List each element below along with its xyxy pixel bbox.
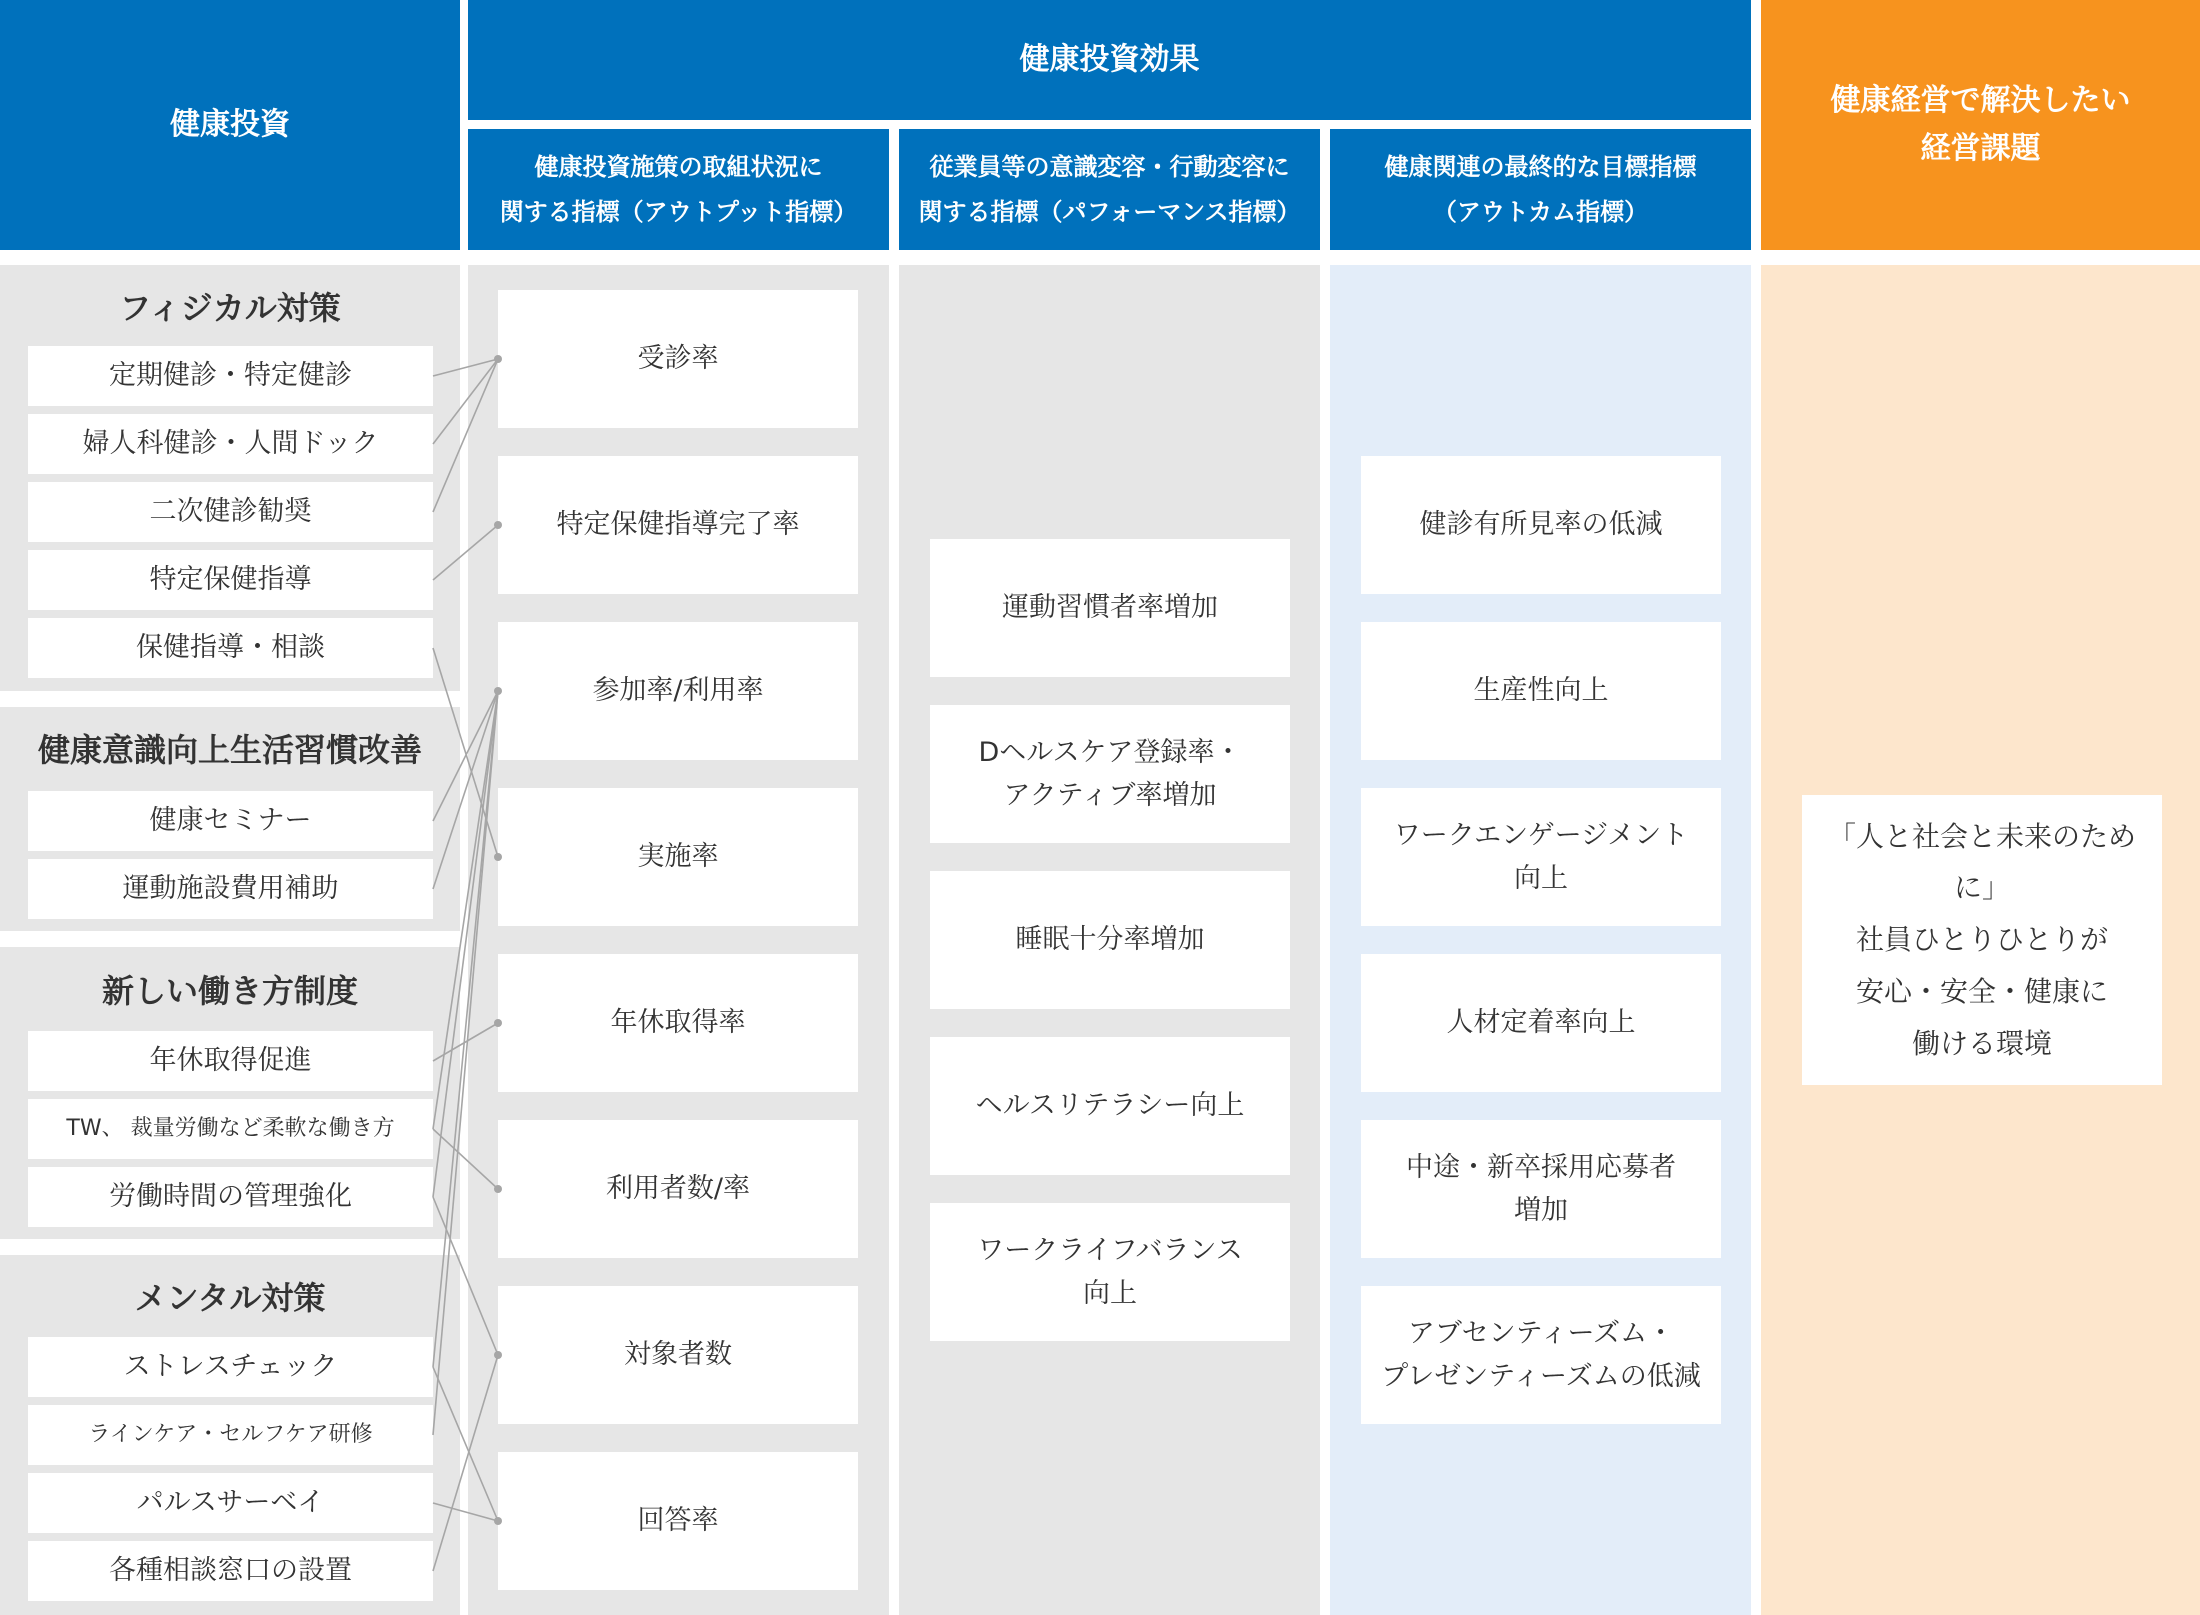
outcome-indicator-label: 健診有所見率の低減 bbox=[1419, 509, 1663, 541]
output-header bbox=[468, 129, 889, 250]
category-title-mental: メンタル対策 bbox=[134, 1279, 326, 1317]
measure-item: 健康セミナー bbox=[28, 791, 433, 851]
category-title-physical: フィジカル対策 bbox=[119, 289, 341, 327]
output-indicator-box bbox=[498, 954, 858, 1092]
outcome-indicator-box bbox=[1361, 788, 1721, 926]
measure-item: 特定保健指導 bbox=[28, 550, 433, 610]
output-indicator-label: 年休取得率 bbox=[610, 1007, 746, 1039]
performance-indicator-box bbox=[930, 1203, 1290, 1341]
output-indicator-box bbox=[498, 1452, 858, 1590]
output-indicator-label: 回答率 bbox=[637, 1505, 719, 1537]
measure-item: 婦人科健診・人間ドック bbox=[28, 414, 433, 474]
outcome-indicator-box bbox=[1361, 1120, 1721, 1258]
issue-header bbox=[1761, 0, 2200, 250]
output-indicator-label: 対象者数 bbox=[624, 1339, 732, 1371]
issue-header-label: 健康経営で解決したい 経営課題 bbox=[1830, 83, 2131, 166]
performance-header-label: 従業員等の意識変容・行動変容に 関する指標（パフォーマンス指標） bbox=[918, 153, 1301, 226]
output-indicator-label: 実施率 bbox=[637, 841, 719, 873]
category-title-workstyle: 新しい働き方制度 bbox=[101, 972, 358, 1010]
output-indicator-label: 特定保健指導完了率 bbox=[556, 509, 800, 541]
output-indicator-box bbox=[498, 456, 858, 594]
performance-indicator-box bbox=[930, 705, 1290, 843]
effect-header bbox=[468, 0, 1751, 120]
output-indicator-label: 参加率/利用率 bbox=[592, 675, 764, 707]
outcome-indicator-box bbox=[1361, 622, 1721, 760]
performance-indicator-box bbox=[930, 871, 1290, 1009]
outcome-indicator-label: ワークエンゲージメント 向上 bbox=[1393, 819, 1689, 894]
performance-indicator-label: ワークライフバランス 向上 bbox=[977, 1234, 1243, 1309]
output-indicator-box bbox=[498, 290, 858, 428]
performance-header bbox=[899, 129, 1320, 250]
output-indicator-label: 受診率 bbox=[637, 343, 719, 375]
measure-item: ストレスチェック bbox=[28, 1337, 433, 1397]
performance-indicator-label: Dヘルスケア登録率・ アクティブ率増加 bbox=[978, 736, 1242, 811]
performance-indicator-box bbox=[930, 1037, 1290, 1175]
measure-item: 年休取得促進 bbox=[28, 1031, 433, 1091]
effect-header-label: 健康投資効果 bbox=[1019, 42, 1200, 77]
measure-item: ラインケア・セルフケア研修 bbox=[28, 1405, 433, 1465]
measure-item: 運動施設費用補助 bbox=[28, 859, 433, 919]
output-indicator-box bbox=[498, 1286, 858, 1424]
outcome-indicator-box bbox=[1361, 954, 1721, 1092]
investment-header-label: 健康投資 bbox=[170, 107, 290, 142]
measure-item: パルスサーベイ bbox=[28, 1473, 433, 1533]
output-indicator-box bbox=[498, 788, 858, 926]
outcome-indicator-label: アブセンティーズム・ プレゼンティーズムの低減 bbox=[1381, 1317, 1701, 1392]
outcome-indicator-label: 中途・新卒採用応募者 増加 bbox=[1406, 1151, 1676, 1226]
measure-item: 労働時間の管理強化 bbox=[28, 1167, 433, 1227]
measure-item: 定期健診・特定健診 bbox=[28, 346, 433, 406]
performance-indicator-label: 運動習慣者率増加 bbox=[1002, 592, 1218, 624]
measure-item: 二次健診勧奨 bbox=[28, 482, 433, 542]
outcome-header-label: 健康関連の最終的な目標指標 （アウトカム指標） bbox=[1384, 153, 1697, 226]
management-goal-text: 「人と社会と未来のために」 社員ひとりひとりが 安心・安全・健康に 働ける環境 bbox=[1827, 819, 2136, 1060]
outcome-indicator-label: 生産性向上 bbox=[1473, 675, 1609, 707]
measure-item: 保健指導・相談 bbox=[28, 618, 433, 678]
category-title-awareness: 健康意識向上生活習慣改善 bbox=[37, 731, 422, 769]
investment-header bbox=[0, 0, 460, 250]
output-indicator-box bbox=[498, 1120, 858, 1258]
performance-indicator-label: ヘルスリテラシー向上 bbox=[975, 1090, 1245, 1122]
outcome-indicator-label: 人材定着率向上 bbox=[1446, 1007, 1636, 1039]
outcome-indicator-box bbox=[1361, 456, 1721, 594]
output-indicator-label: 利用者数/率 bbox=[605, 1173, 751, 1205]
output-indicator-box bbox=[498, 622, 858, 760]
measure-item: TW、 裁量労働など柔軟な働き方 bbox=[28, 1099, 433, 1159]
management-goal-box bbox=[1802, 795, 2162, 1085]
output-header-label: 健康投資施策の取組状況に 関する指標（アウトプット指標） bbox=[499, 153, 858, 226]
measure-item: 各種相談窓口の設置 bbox=[28, 1541, 433, 1601]
performance-indicator-box bbox=[930, 539, 1290, 677]
outcome-header bbox=[1330, 129, 1751, 250]
performance-indicator-label: 睡眠十分率増加 bbox=[1015, 924, 1205, 956]
outcome-indicator-box bbox=[1361, 1286, 1721, 1424]
